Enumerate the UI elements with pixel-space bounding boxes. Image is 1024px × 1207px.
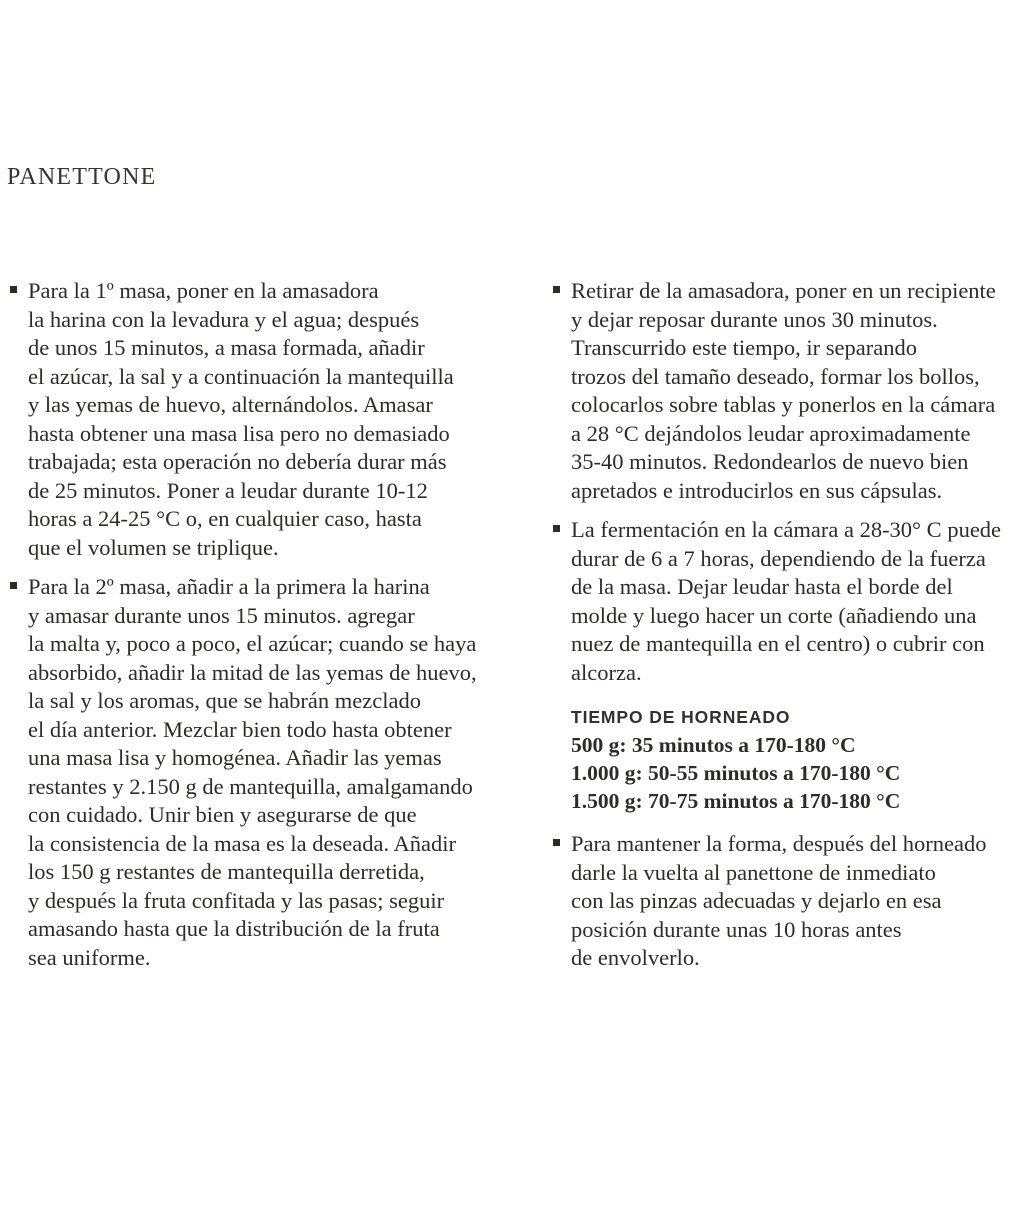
text-line: colocarlos sobre tablas y ponerlos en la cámara [571,392,996,417]
baking-time-line: 1.500 g: 70-75 minutos a 170-180 °C [571,789,901,813]
text-line: de 25 minutos. Poner a leudar durante 10-12 [28,477,428,503]
bullet-square-icon [10,286,17,293]
text-line: absorbido, añadir la mitad de las yemas de huevo, [28,659,477,685]
text-line: de la masa. Dejar leudar hasta el borde del [571,574,953,599]
text-line: el día anterior. Mezclar bien todo hasta obtener [28,716,452,742]
text-line: 35-40 minutos. Redondearlos de nuevo bien [571,449,969,474]
recipe-column-left [10,277,538,972]
paragraph [571,277,996,505]
text-line: posición durante unas 10 horas antes [571,916,902,942]
bullet-square-icon [553,839,560,846]
text-line: hasta obtener una masa lisa pero no demasiado [28,420,450,446]
bullet-item [553,830,1024,973]
text-line: la harina con la levadura y el agua; después [28,306,420,332]
text-line: a 28 °C dejándolos leudar aproximadamente [571,420,971,446]
text-line: trabajada; esta operación no debería durar más [28,449,447,474]
text-line: apretados e introducirlos en sus cápsulas. [571,477,943,503]
paragraph [571,516,1001,687]
text-line: nuez de mantequilla en el centro) o cubrir con [571,631,985,656]
text-line: restantes y 2.150 g de mantequilla, amalgamando [28,773,473,799]
text-line: con las pinzas adecuadas y dejarlo en esa [571,888,942,913]
text-line: los 150 g restantes de mantequilla derretida, [28,859,425,884]
text-line: La fermentación en la cámara a 28-30° C puede [571,517,1002,542]
text-line: trozos del tamaño deseado, formar los bollos, [571,363,980,389]
text-line: Para la 2º masa, añadir a la primera la harina [28,574,430,599]
bullet-square-icon [10,582,17,589]
section-heading: TIEMPO DE HORNEADO [571,707,791,727]
text-line: Transcurrido este tiempo, ir separando [571,335,917,360]
page-title: PANETTONE [7,164,157,190]
text-line: de unos 15 minutos, a masa formada, añadir [28,335,425,360]
text-line: una masa lisa y homogénea. Añadir las yemas [28,745,442,770]
text-line: la consistencia de la masa es la deseada. Añadir [28,830,456,856]
baking-time-line: 500 g: 35 minutos a 170-180 °C [571,733,856,757]
paragraph [571,830,986,973]
text-line: y después la fruta confitada y las pasas; seguir [28,887,445,913]
text-line: darle la vuelta al panettone de inmediato [571,859,936,885]
recipe-column-right [553,277,1024,973]
paragraph [28,573,477,972]
text-line: con cuidado. Unir bien y asegurarse de que [28,802,417,827]
bullet-item [553,277,1024,505]
text-line: horas a 24-25 °C o, en cualquier caso, hasta [28,506,422,531]
text-line: la malta y, poco a poco, el azúcar; cuando se haya [28,631,477,656]
bullet-square-icon [553,286,560,293]
text-line: Para mantener la forma, después del horneado [571,831,987,856]
text-line: Para la 1º masa, poner en la amasadora [28,278,379,303]
text-line: Retirar de la amasadora, poner en un recipiente [571,278,996,303]
text-line: y las yemas de huevo, alternándolos. Amasar [28,392,433,417]
text-line: alcorza. [571,659,642,685]
paragraph [28,277,454,562]
text-line: el azúcar, la sal y a continuación la mantequilla [28,363,454,389]
text-line: sea uniforme. [28,944,151,970]
text-line: y amasar durante unos 15 minutos. agregar [28,602,415,628]
bullet-square-icon [553,525,560,532]
baking-time-line: 1.000 g: 50-55 minutos a 170-180 °C [571,761,901,785]
text-line: de envolverlo. [571,945,700,970]
text-line: que el volumen se triplique. [28,534,279,560]
bullet-item [10,573,538,972]
text-line: molde y luego hacer un corte (añadiendo una [571,602,977,628]
text-line: y dejar reposar durante unos 30 minutos. [571,306,938,332]
text-line: durar de 6 a 7 horas, dependiendo de la fuerza [571,545,986,571]
text-line: amasando hasta que la distribución de la fruta [28,916,440,941]
text-line: la sal y los aromas, que se habrán mezclado [28,688,421,713]
bullet-item [10,277,538,562]
bullet-item [553,516,1024,687]
